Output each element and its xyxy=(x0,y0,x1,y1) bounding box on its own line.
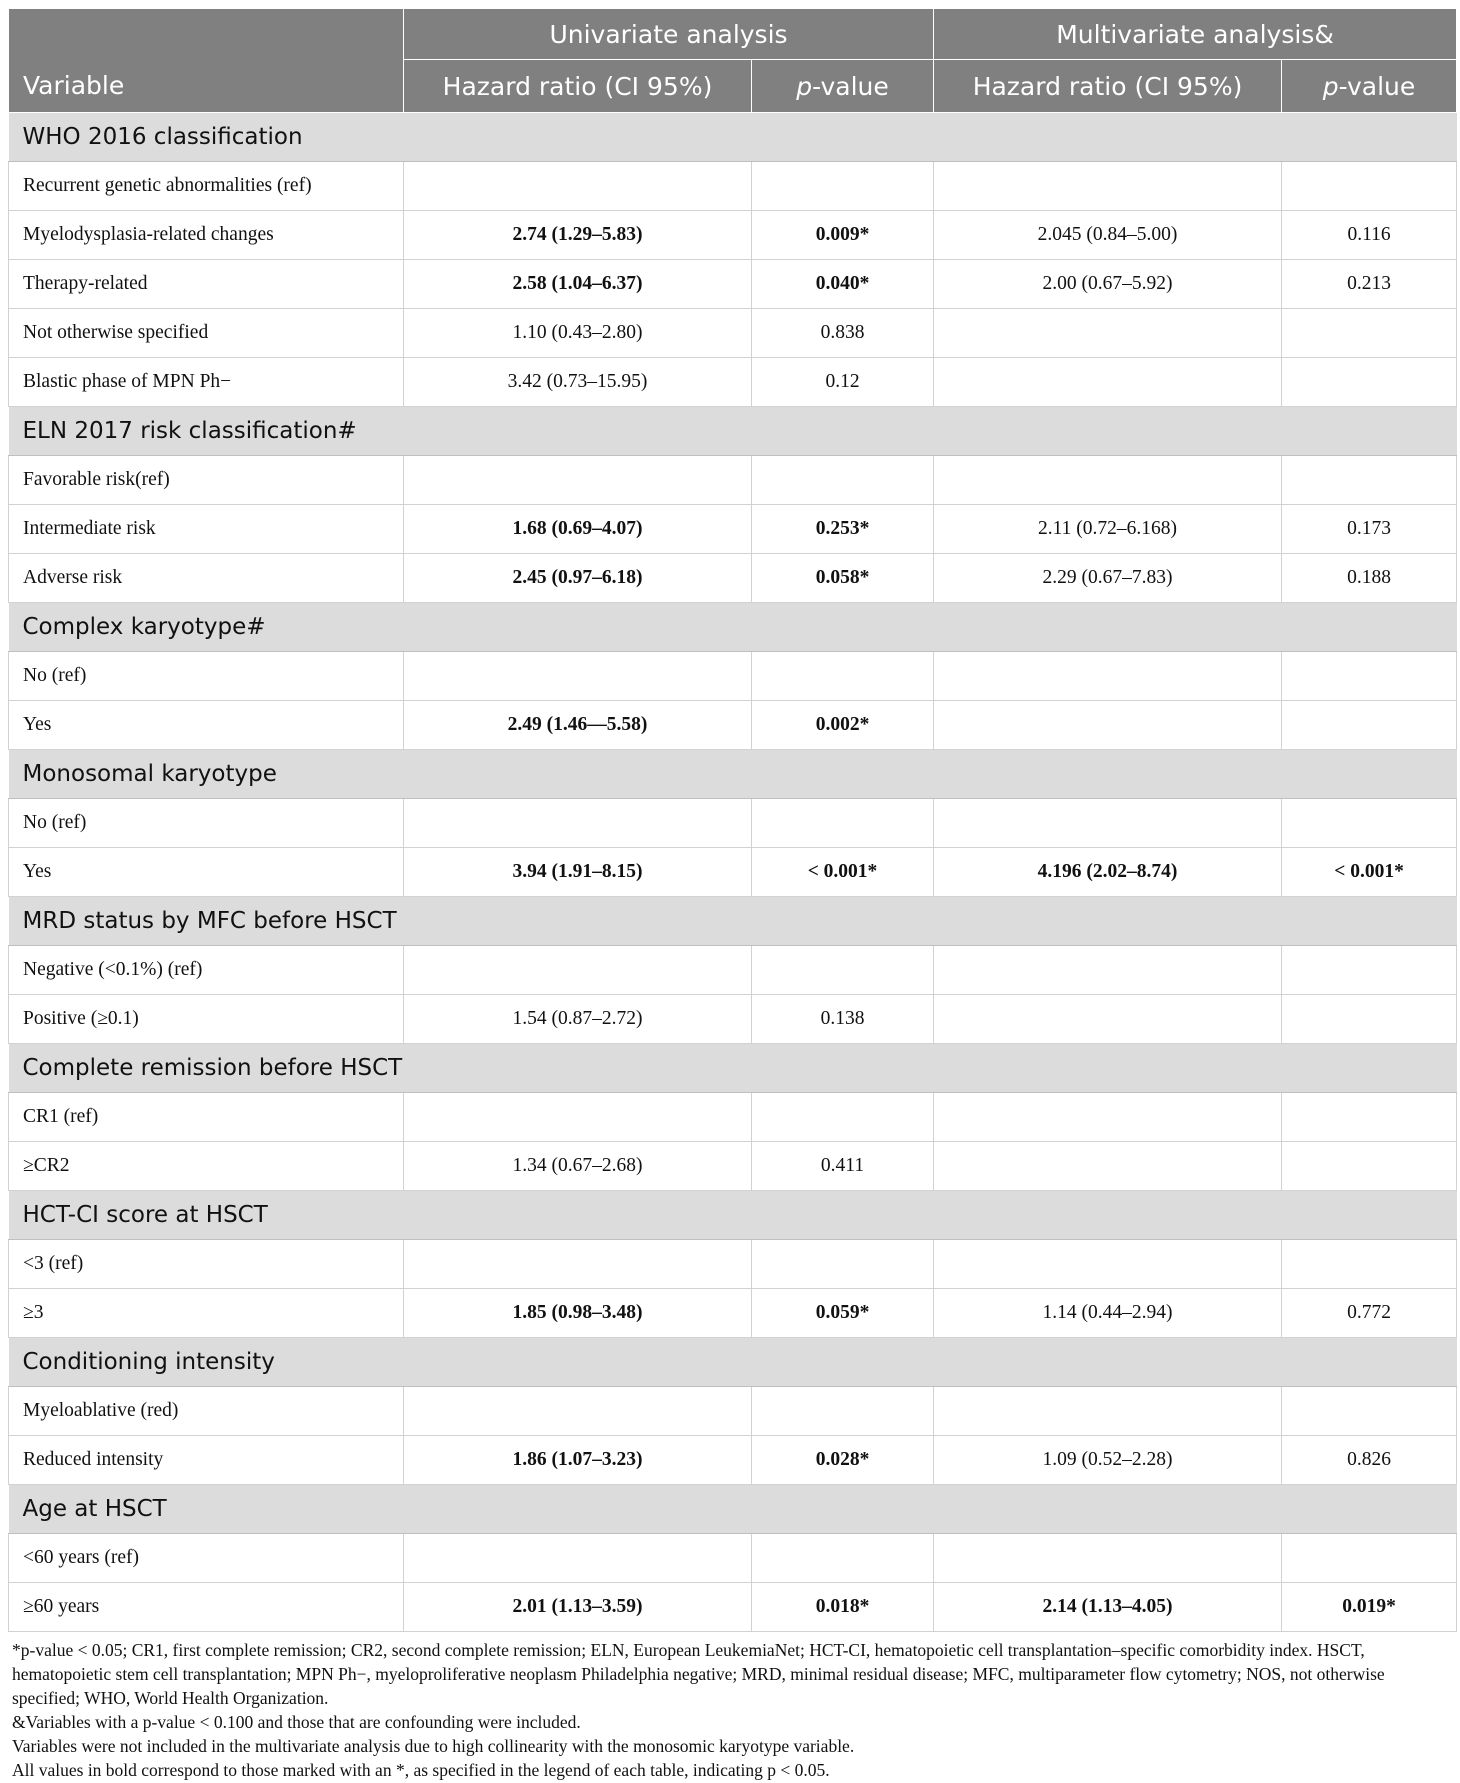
multivariate-hazard-ratio: 2.045 (0.84–5.00) xyxy=(934,211,1282,260)
footnote-collinearity: Variables were not included in the multivariate analysis due to high collinearity with the monosomic karyotype variable. xyxy=(12,1736,855,1756)
p-univariate-header xyxy=(752,60,934,113)
table-row xyxy=(9,995,1457,1044)
multivariate-hazard-ratio: 2.11 (0.72–6.168) xyxy=(934,505,1282,554)
table-row xyxy=(9,1534,1457,1583)
multivariate-hazard-ratio xyxy=(934,1240,1282,1289)
table-row xyxy=(9,1583,1457,1632)
variable-label: Blastic phase of MPN Ph− xyxy=(9,358,404,407)
univariate-hazard-ratio: 2.01 (1.13–3.59) xyxy=(404,1583,752,1632)
variable-label: Adverse risk xyxy=(9,554,404,603)
hr-multivariate-header: Hazard ratio (CI 95%) xyxy=(934,60,1282,113)
section-header-row xyxy=(9,113,1457,162)
univariate-p-value: 0.009* xyxy=(752,211,934,260)
section-title: Monosomal karyotype xyxy=(9,750,1457,799)
variable-label: Myelodysplasia-related changes xyxy=(9,211,404,260)
univariate-p-value: 0.059* xyxy=(752,1289,934,1338)
multivariate-p-value xyxy=(1282,652,1457,701)
p-italic: p xyxy=(796,71,813,101)
table-row xyxy=(9,309,1457,358)
section-title: Complete remission before HSCT xyxy=(9,1044,1457,1093)
table-row xyxy=(9,1093,1457,1142)
univariate-hazard-ratio: 3.42 (0.73–15.95) xyxy=(404,358,752,407)
multivariate-p-value: 0.019* xyxy=(1282,1583,1457,1632)
p-suffix: -value xyxy=(812,71,889,101)
univariate-p-value xyxy=(752,799,934,848)
table-row xyxy=(9,1289,1457,1338)
univariate-p-value: 0.040* xyxy=(752,260,934,309)
section-header-row xyxy=(9,1191,1457,1240)
multivariate-p-value xyxy=(1282,1240,1457,1289)
variable-label: Yes xyxy=(9,701,404,750)
p-italic: p xyxy=(1322,71,1339,101)
table-row xyxy=(9,848,1457,897)
multivariate-p-value: 0.826 xyxy=(1282,1436,1457,1485)
multivariate-hazard-ratio xyxy=(934,701,1282,750)
multivariate-p-value xyxy=(1282,1534,1457,1583)
multivariate-hazard-ratio: 1.09 (0.52–2.28) xyxy=(934,1436,1282,1485)
univariate-p-value xyxy=(752,1093,934,1142)
variable-label: ≥CR2 xyxy=(9,1142,404,1191)
univariate-hazard-ratio xyxy=(404,1093,752,1142)
univariate-p-value xyxy=(752,946,934,995)
multivariate-hazard-ratio xyxy=(934,1093,1282,1142)
variable-label: Not otherwise specified xyxy=(9,309,404,358)
hr-univariate-header: Hazard ratio (CI 95%) xyxy=(404,60,752,113)
header-row-groups xyxy=(9,9,1457,60)
table-row xyxy=(9,505,1457,554)
p-suffix: -value xyxy=(1338,71,1416,101)
multivariate-p-value xyxy=(1282,799,1457,848)
univariate-header: Univariate analysis xyxy=(404,9,934,60)
multivariate-hazard-ratio xyxy=(934,358,1282,407)
table-row xyxy=(9,162,1457,211)
univariate-p-value xyxy=(752,1240,934,1289)
univariate-p-value: 0.018* xyxy=(752,1583,934,1632)
multivariate-hazard-ratio: 2.14 (1.13–4.05) xyxy=(934,1583,1282,1632)
univariate-hazard-ratio xyxy=(404,1387,752,1436)
variable-label: ≥60 years xyxy=(9,1583,404,1632)
section-title: Conditioning intensity xyxy=(9,1338,1457,1387)
footnote-abbreviations: *p-value < 0.05; CR1, first complete remission; CR2, second complete remission; ELN, European LeukemiaNet; HCT-CI, hematopoietic cell transplantation–specific comorbidity index. HSCT, hematopoietic stem cell transplantation; MPN Ph−, myeloproliferative neoplasm Philadelphia negative; MRD, minimal residual disease; MFC, multiparameter flow cytometry; NOS, not otherwise specified; WHO, World Health Organization. xyxy=(12,1640,1385,1708)
multivariate-p-value xyxy=(1282,162,1457,211)
multivariate-p-value: 0.116 xyxy=(1282,211,1457,260)
variable-label: CR1 (ref) xyxy=(9,1093,404,1142)
univariate-p-value: 0.028* xyxy=(752,1436,934,1485)
table-row xyxy=(9,799,1457,848)
univariate-p-value: 0.411 xyxy=(752,1142,934,1191)
variable-label: Reduced intensity xyxy=(9,1436,404,1485)
multivariate-hazard-ratio xyxy=(934,309,1282,358)
table-row xyxy=(9,456,1457,505)
table-row xyxy=(9,1436,1457,1485)
univariate-p-value: 0.838 xyxy=(752,309,934,358)
p-multivariate-header xyxy=(1282,60,1457,113)
multivariate-p-value xyxy=(1282,309,1457,358)
section-header-row xyxy=(9,603,1457,652)
univariate-hazard-ratio: 1.85 (0.98–3.48) xyxy=(404,1289,752,1338)
univariate-hazard-ratio: 3.94 (1.91–8.15) xyxy=(404,848,752,897)
variable-label: <3 (ref) xyxy=(9,1240,404,1289)
table-footnotes xyxy=(8,1638,1456,1782)
univariate-hazard-ratio xyxy=(404,1240,752,1289)
multivariate-p-value: 0.188 xyxy=(1282,554,1457,603)
table-row xyxy=(9,1387,1457,1436)
variable-label: Therapy-related xyxy=(9,260,404,309)
multivariate-hazard-ratio: 4.196 (2.02–8.74) xyxy=(934,848,1282,897)
multivariate-hazard-ratio: 1.14 (0.44–2.94) xyxy=(934,1289,1282,1338)
univariate-p-value xyxy=(752,162,934,211)
univariate-hazard-ratio: 1.68 (0.69–4.07) xyxy=(404,505,752,554)
multivariate-p-value xyxy=(1282,701,1457,750)
multivariate-hazard-ratio xyxy=(934,1534,1282,1583)
univariate-p-value: 0.058* xyxy=(752,554,934,603)
univariate-hazard-ratio: 1.10 (0.43–2.80) xyxy=(404,309,752,358)
multivariate-p-value xyxy=(1282,995,1457,1044)
section-header-row xyxy=(9,407,1457,456)
table-row xyxy=(9,211,1457,260)
variable-label: <60 years (ref) xyxy=(9,1534,404,1583)
univariate-hazard-ratio xyxy=(404,652,752,701)
univariate-hazard-ratio: 2.74 (1.29–5.83) xyxy=(404,211,752,260)
multivariate-p-value xyxy=(1282,946,1457,995)
univariate-p-value: 0.138 xyxy=(752,995,934,1044)
multivariate-header: Multivariate analysis& xyxy=(934,9,1457,60)
variable-label: Myeloablative (red) xyxy=(9,1387,404,1436)
variable-header: Variable xyxy=(9,9,404,113)
table-row xyxy=(9,946,1457,995)
table-row xyxy=(9,260,1457,309)
multivariate-p-value xyxy=(1282,1387,1457,1436)
hazard-ratio-table xyxy=(8,8,1457,1632)
footnote-bold-note: All values in bold correspond to those marked with an *, as specified in the legend of each table, indicating p < 0.05. xyxy=(12,1760,830,1780)
univariate-hazard-ratio: 1.86 (1.07–3.23) xyxy=(404,1436,752,1485)
multivariate-hazard-ratio xyxy=(934,995,1282,1044)
section-title: Complex karyotype# xyxy=(9,603,1457,652)
section-title: HCT-CI score at HSCT xyxy=(9,1191,1457,1240)
table-row xyxy=(9,358,1457,407)
multivariate-hazard-ratio xyxy=(934,456,1282,505)
table-row xyxy=(9,1240,1457,1289)
univariate-hazard-ratio: 2.49 (1.46—5.58) xyxy=(404,701,752,750)
section-title: MRD status by MFC before HSCT xyxy=(9,897,1457,946)
variable-label: ≥3 xyxy=(9,1289,404,1338)
multivariate-p-value: 0.213 xyxy=(1282,260,1457,309)
section-header-row xyxy=(9,1485,1457,1534)
section-header-row xyxy=(9,897,1457,946)
variable-label: Intermediate risk xyxy=(9,505,404,554)
section-header-row xyxy=(9,750,1457,799)
variable-label: Positive (≥0.1) xyxy=(9,995,404,1044)
table-row xyxy=(9,1142,1457,1191)
document-page xyxy=(8,8,1456,1782)
multivariate-p-value: 0.173 xyxy=(1282,505,1457,554)
univariate-p-value: < 0.001* xyxy=(752,848,934,897)
univariate-p-value: 0.002* xyxy=(752,701,934,750)
variable-label: Yes xyxy=(9,848,404,897)
multivariate-hazard-ratio xyxy=(934,799,1282,848)
univariate-hazard-ratio: 1.34 (0.67–2.68) xyxy=(404,1142,752,1191)
variable-label: Recurrent genetic abnormalities (ref) xyxy=(9,162,404,211)
multivariate-p-value: 0.772 xyxy=(1282,1289,1457,1338)
univariate-p-value xyxy=(752,456,934,505)
table-row xyxy=(9,652,1457,701)
table-row xyxy=(9,701,1457,750)
univariate-p-value: 0.12 xyxy=(752,358,934,407)
univariate-hazard-ratio xyxy=(404,799,752,848)
multivariate-p-value xyxy=(1282,358,1457,407)
multivariate-hazard-ratio xyxy=(934,946,1282,995)
multivariate-hazard-ratio xyxy=(934,652,1282,701)
section-title: Age at HSCT xyxy=(9,1485,1457,1534)
table-body xyxy=(9,113,1457,1632)
univariate-hazard-ratio xyxy=(404,1534,752,1583)
multivariate-hazard-ratio xyxy=(934,1387,1282,1436)
univariate-hazard-ratio xyxy=(404,162,752,211)
multivariate-hazard-ratio: 2.29 (0.67–7.83) xyxy=(934,554,1282,603)
variable-label: No (ref) xyxy=(9,799,404,848)
variable-label: Negative (<0.1%) (ref) xyxy=(9,946,404,995)
univariate-p-value xyxy=(752,1387,934,1436)
section-title: WHO 2016 classification xyxy=(9,113,1457,162)
multivariate-p-value xyxy=(1282,456,1457,505)
univariate-hazard-ratio xyxy=(404,946,752,995)
univariate-p-value xyxy=(752,1534,934,1583)
univariate-p-value: 0.253* xyxy=(752,505,934,554)
univariate-hazard-ratio xyxy=(404,456,752,505)
multivariate-p-value: < 0.001* xyxy=(1282,848,1457,897)
univariate-hazard-ratio: 1.54 (0.87–2.72) xyxy=(404,995,752,1044)
multivariate-hazard-ratio xyxy=(934,162,1282,211)
variable-label: Favorable risk(ref) xyxy=(9,456,404,505)
section-header-row xyxy=(9,1044,1457,1093)
table-row xyxy=(9,554,1457,603)
multivariate-hazard-ratio: 2.00 (0.67–5.92) xyxy=(934,260,1282,309)
univariate-p-value xyxy=(752,652,934,701)
section-title: ELN 2017 risk classification# xyxy=(9,407,1457,456)
variable-label: No (ref) xyxy=(9,652,404,701)
univariate-hazard-ratio: 2.45 (0.97–6.18) xyxy=(404,554,752,603)
multivariate-hazard-ratio xyxy=(934,1142,1282,1191)
section-header-row xyxy=(9,1338,1457,1387)
table-header xyxy=(9,9,1457,113)
multivariate-p-value xyxy=(1282,1093,1457,1142)
footnote-multivariate-criteria: &Variables with a p-value < 0.100 and those that are confounding were included. xyxy=(12,1712,581,1732)
univariate-hazard-ratio: 2.58 (1.04–6.37) xyxy=(404,260,752,309)
multivariate-p-value xyxy=(1282,1142,1457,1191)
